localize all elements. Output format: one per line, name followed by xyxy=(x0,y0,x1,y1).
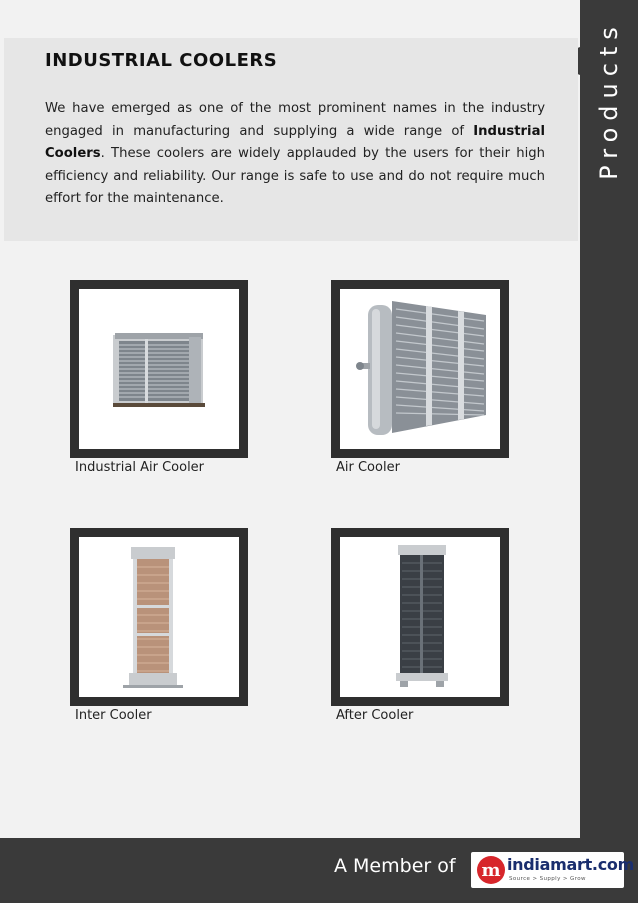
intro-text-bold: Industrial Coolers xyxy=(45,123,545,161)
page-title: INDUSTRIAL COOLERS xyxy=(45,50,278,71)
product-card-industrial-air-cooler[interactable] xyxy=(70,280,248,475)
product-card-after-cooler[interactable] xyxy=(331,528,509,723)
after-cooler-photo xyxy=(340,537,500,697)
indiamart-logo[interactable] xyxy=(471,852,634,888)
product-frame xyxy=(331,280,509,458)
product-frame xyxy=(70,280,248,458)
intro-text-part1: We have emerged as one of the most prominent names in the industry engaged in manufacturing and supplying a wide range of xyxy=(45,101,545,139)
product-image[interactable] xyxy=(340,537,500,697)
air-cooler-photo xyxy=(340,289,500,449)
product-image[interactable] xyxy=(79,289,239,449)
side-label-text: Products xyxy=(595,20,624,180)
product-image[interactable] xyxy=(79,537,239,697)
product-caption[interactable]: Air Cooler xyxy=(336,460,400,475)
product-card-air-cooler[interactable] xyxy=(331,280,509,475)
product-caption[interactable]: Inter Cooler xyxy=(75,708,152,723)
product-card-inter-cooler[interactable] xyxy=(70,528,248,723)
inter-cooler-photo xyxy=(79,537,239,697)
intro-text-part2: . These coolers are widely applauded by the users for their high efficiency and reliability. Our range is safe to use and do not require much effort for the maintenance. xyxy=(45,146,545,206)
product-image[interactable] xyxy=(340,289,500,449)
member-text: A Member of xyxy=(334,855,456,877)
product-frame xyxy=(331,528,509,706)
indiamart-m-icon: m xyxy=(477,856,505,884)
product-caption[interactable]: After Cooler xyxy=(336,708,414,723)
logo-name: indiamart.com xyxy=(507,855,634,874)
product-caption[interactable]: Industrial Air Cooler xyxy=(75,460,205,475)
industrial-air-cooler-photo xyxy=(79,289,239,449)
product-frame xyxy=(70,528,248,706)
logo-tagline: Source > Supply > Grow xyxy=(509,876,586,882)
intro-text xyxy=(45,98,545,211)
side-label xyxy=(580,0,638,200)
